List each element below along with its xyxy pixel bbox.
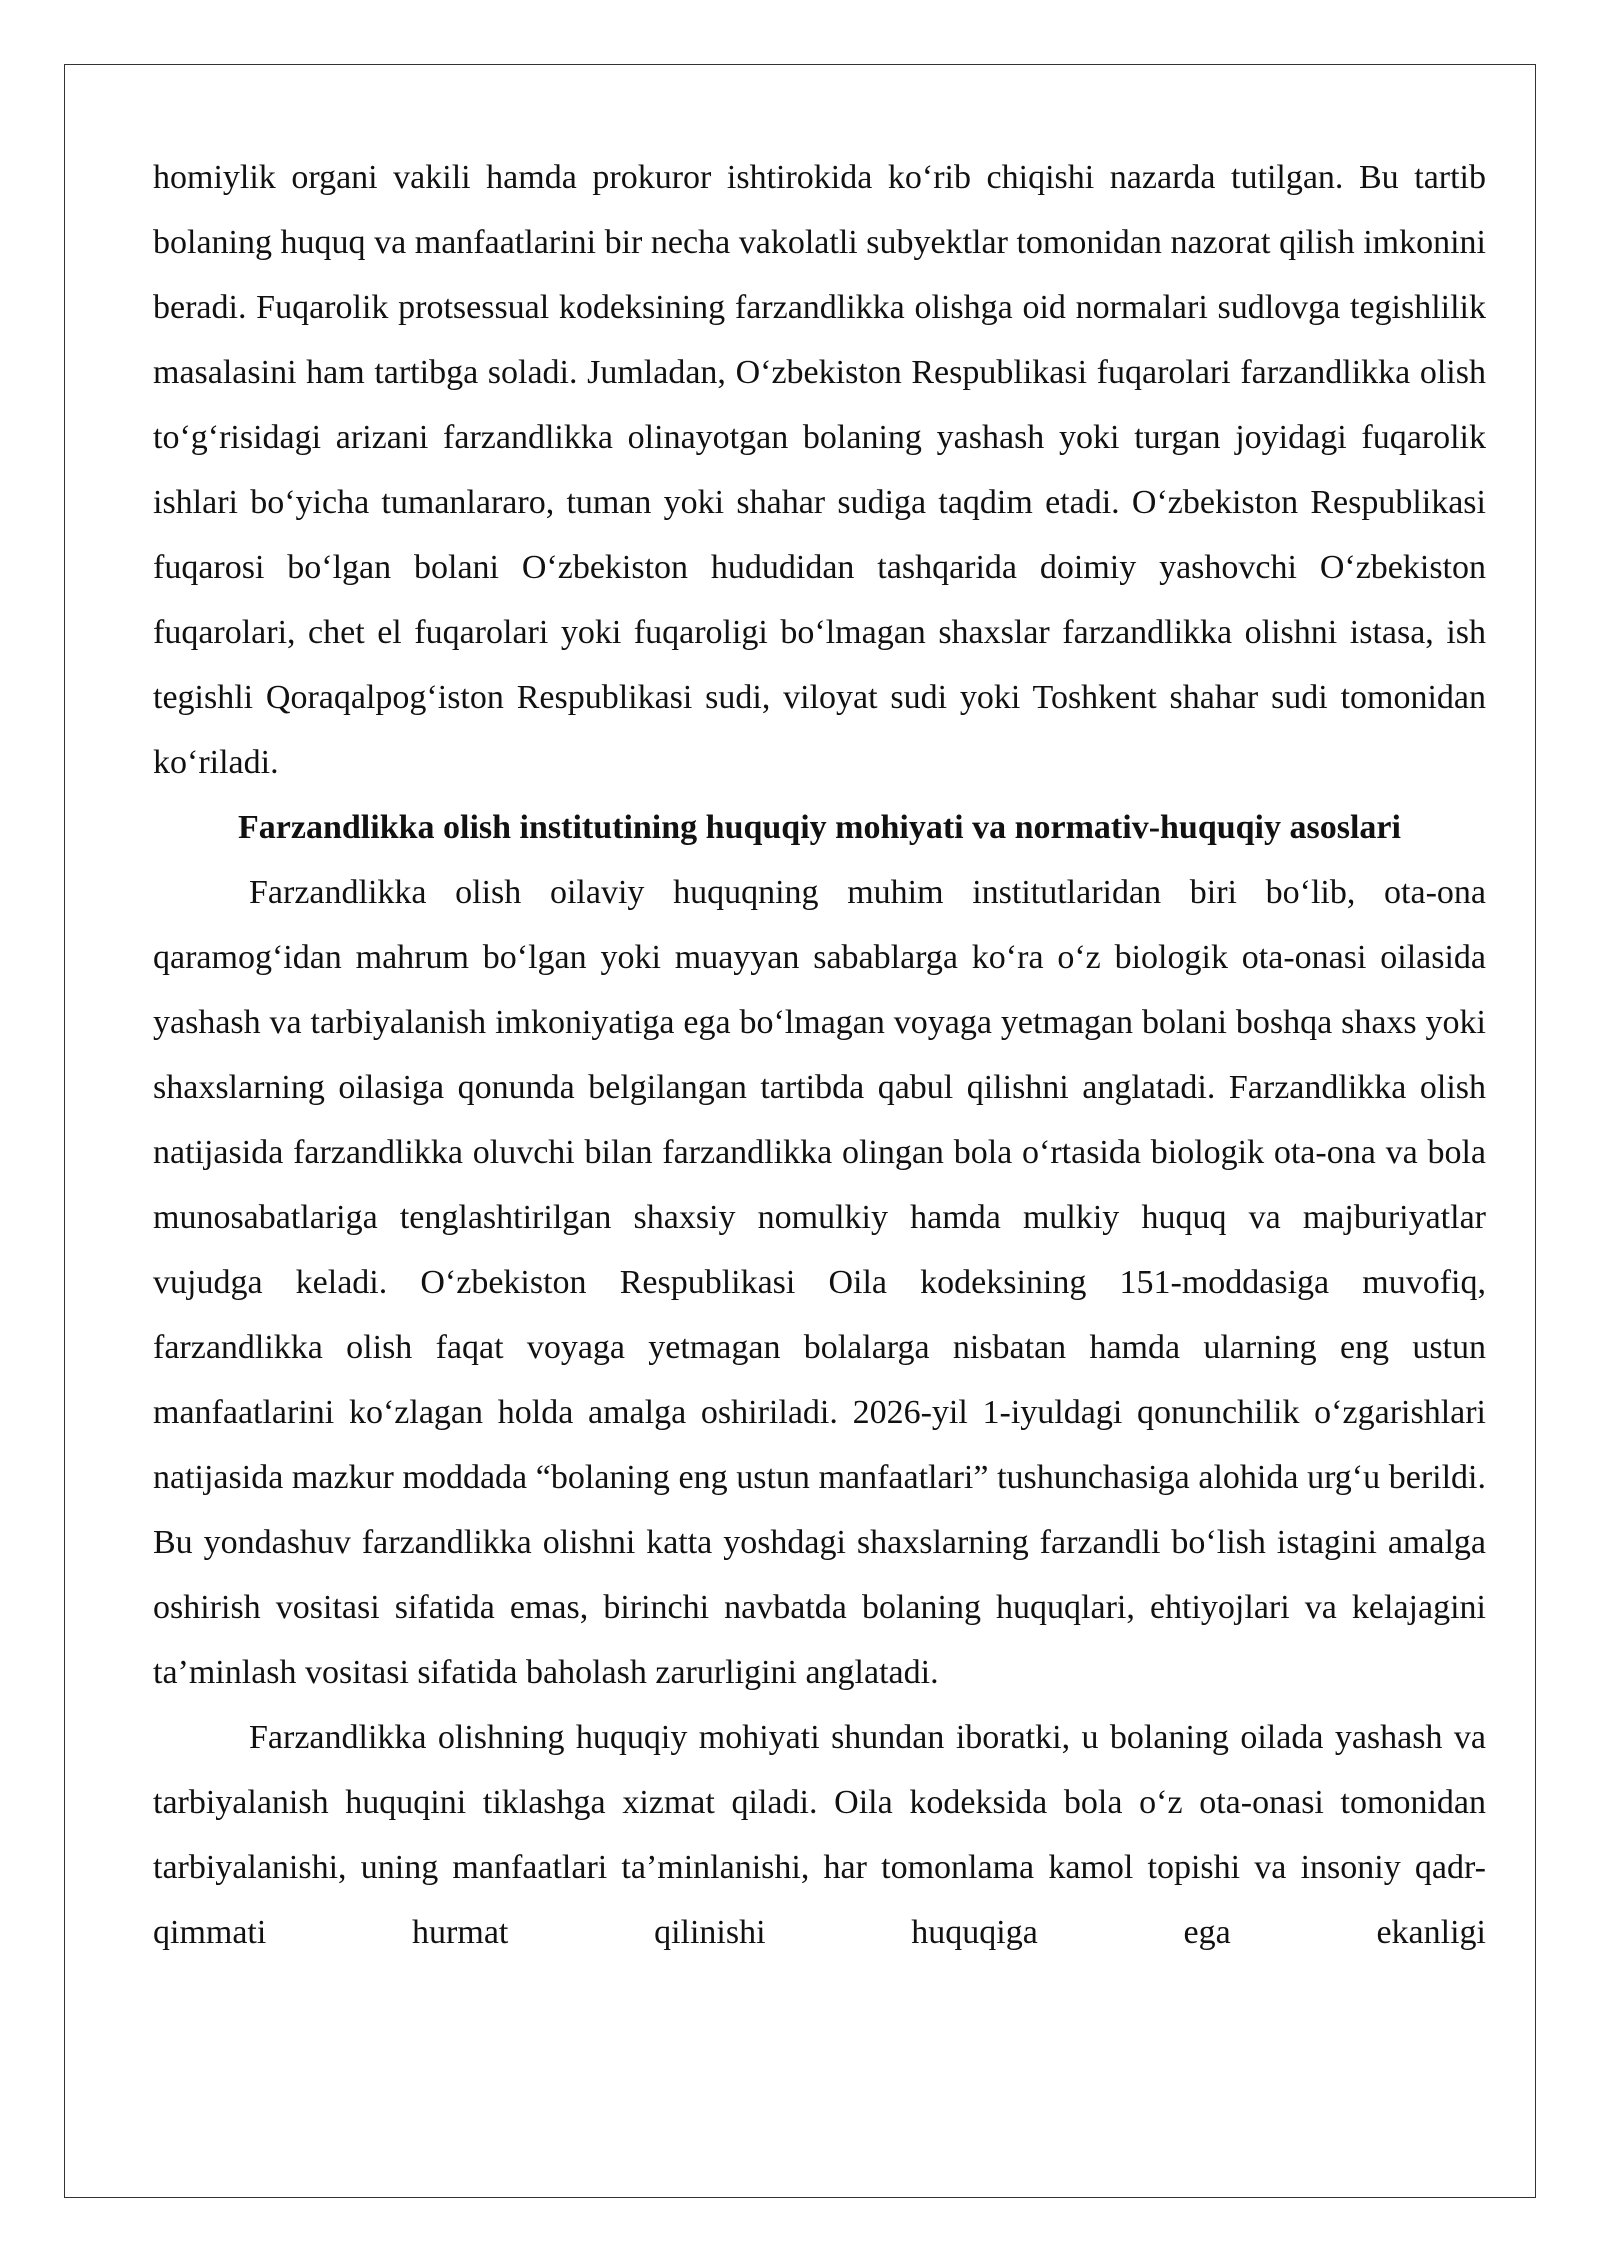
paragraph-legal-essence: Farzandlikka olishning huquqiy mohiyati shundan iboratki, u bolaning oilada yashash va tarbiyalanish huquqini tiklashga xizmat qiladi. Oila kodeksida bola o‘z ota-onasi tomonidan tarbiyalanishi, uning manfaatlari ta’minlanishi, har tomonlama kamol topishi va insoniy qadr-qimmati hurmat qilinishi huquqiga ega ekanligi: [153, 1719, 1486, 1951]
document-body: [153, 145, 1486, 1965]
paragraph-continuation: homiylik organi vakili hamda prokuror ishtirokida ko‘rib chiqishi nazarda tutilgan. Bu tartib bolaning huquq va manfaatlarini bir necha vakolatli subyektlar tomonidan nazorat qilish imkonini beradi. Fuqarolik protsessual kodeksining farzandlikka olishga oid normalari sudlovga tegishlilik masalasini ham tartibga soladi. Jumladan, O‘zbekiston Respublikasi fuqarolari farzandlikka olish to‘g‘risidagi arizani farzandlikka olinayotgan bolaning yashash yoki turgan joyidagi fuqarolik ishlari bo‘yicha tumanlararo, tuman yoki shahar sudiga taqdim etadi. O‘zbekiston Respublikasi fuqarosi bo‘lgan bolani O‘zbekiston hududidan tashqarida doimiy yashovchi O‘zbekiston fuqarolari, chet el fuqarolari yoki fuqaroligi bo‘lmagan shaxslar farzandlikka olishni istasa, ish tegishli Qoraqalpog‘iston Respublikasi sudi, viloyat sudi yoki Toshkent shahar sudi tomonidan ko‘riladi.: [153, 159, 1486, 781]
paragraph-adoption-definition: Farzandlikka olish oilaviy huquqning muhim institutlaridan biri bo‘lib, ota-ona qaramog‘idan mahrum bo‘lgan yoki muayyan sabablarga ko‘ra o‘z biologik ota-onasi oilasida yashash va tarbiyalanish imkoniyatiga ega bo‘lmagan voyaga yetmagan bolani boshqa shaxs yoki shaxslarning oilasiga qonunda belgilangan tartibda qabul qilishni anglatadi. Farzandlikka olish natijasida farzandlikka oluvchi bilan farzandlikka olingan bola o‘rtasida biologik ota-ona va bola munosabatlariga tenglashtirilgan shaxsiy nomulkiy hamda mulkiy huquq va majburiyatlar vujudga keladi. O‘zbekiston Respublikasi Oila kodeksining 151-moddasiga muvofiq, farzandlikka olish faqat voyaga yetmagan bolalarga nisbatan hamda ularning eng ustun manfaatlarini ko‘zlagan holda amalga oshiriladi. 2026-yil 1-iyuldagi qonunchilik o‘zgarishlari natijasida mazkur moddada “bolaning eng ustun manfaatlari” tushunchasiga alohida urg‘u berildi. Bu yondashuv farzandlikka olishni katta yoshdagi shaxslarning farzandli bo‘lish istagini amalga oshirish vositasi sifatida emas, birinchi navbatda bolaning huquqlari, ehtiyojlari va kelajagini ta’minlash vositasi sifatida baholash zarurligini anglatadi.: [153, 874, 1486, 1691]
section-heading: Farzandlikka olish institutining huquqiy mohiyati va normativ-huquqiy asoslari: [238, 809, 1401, 846]
